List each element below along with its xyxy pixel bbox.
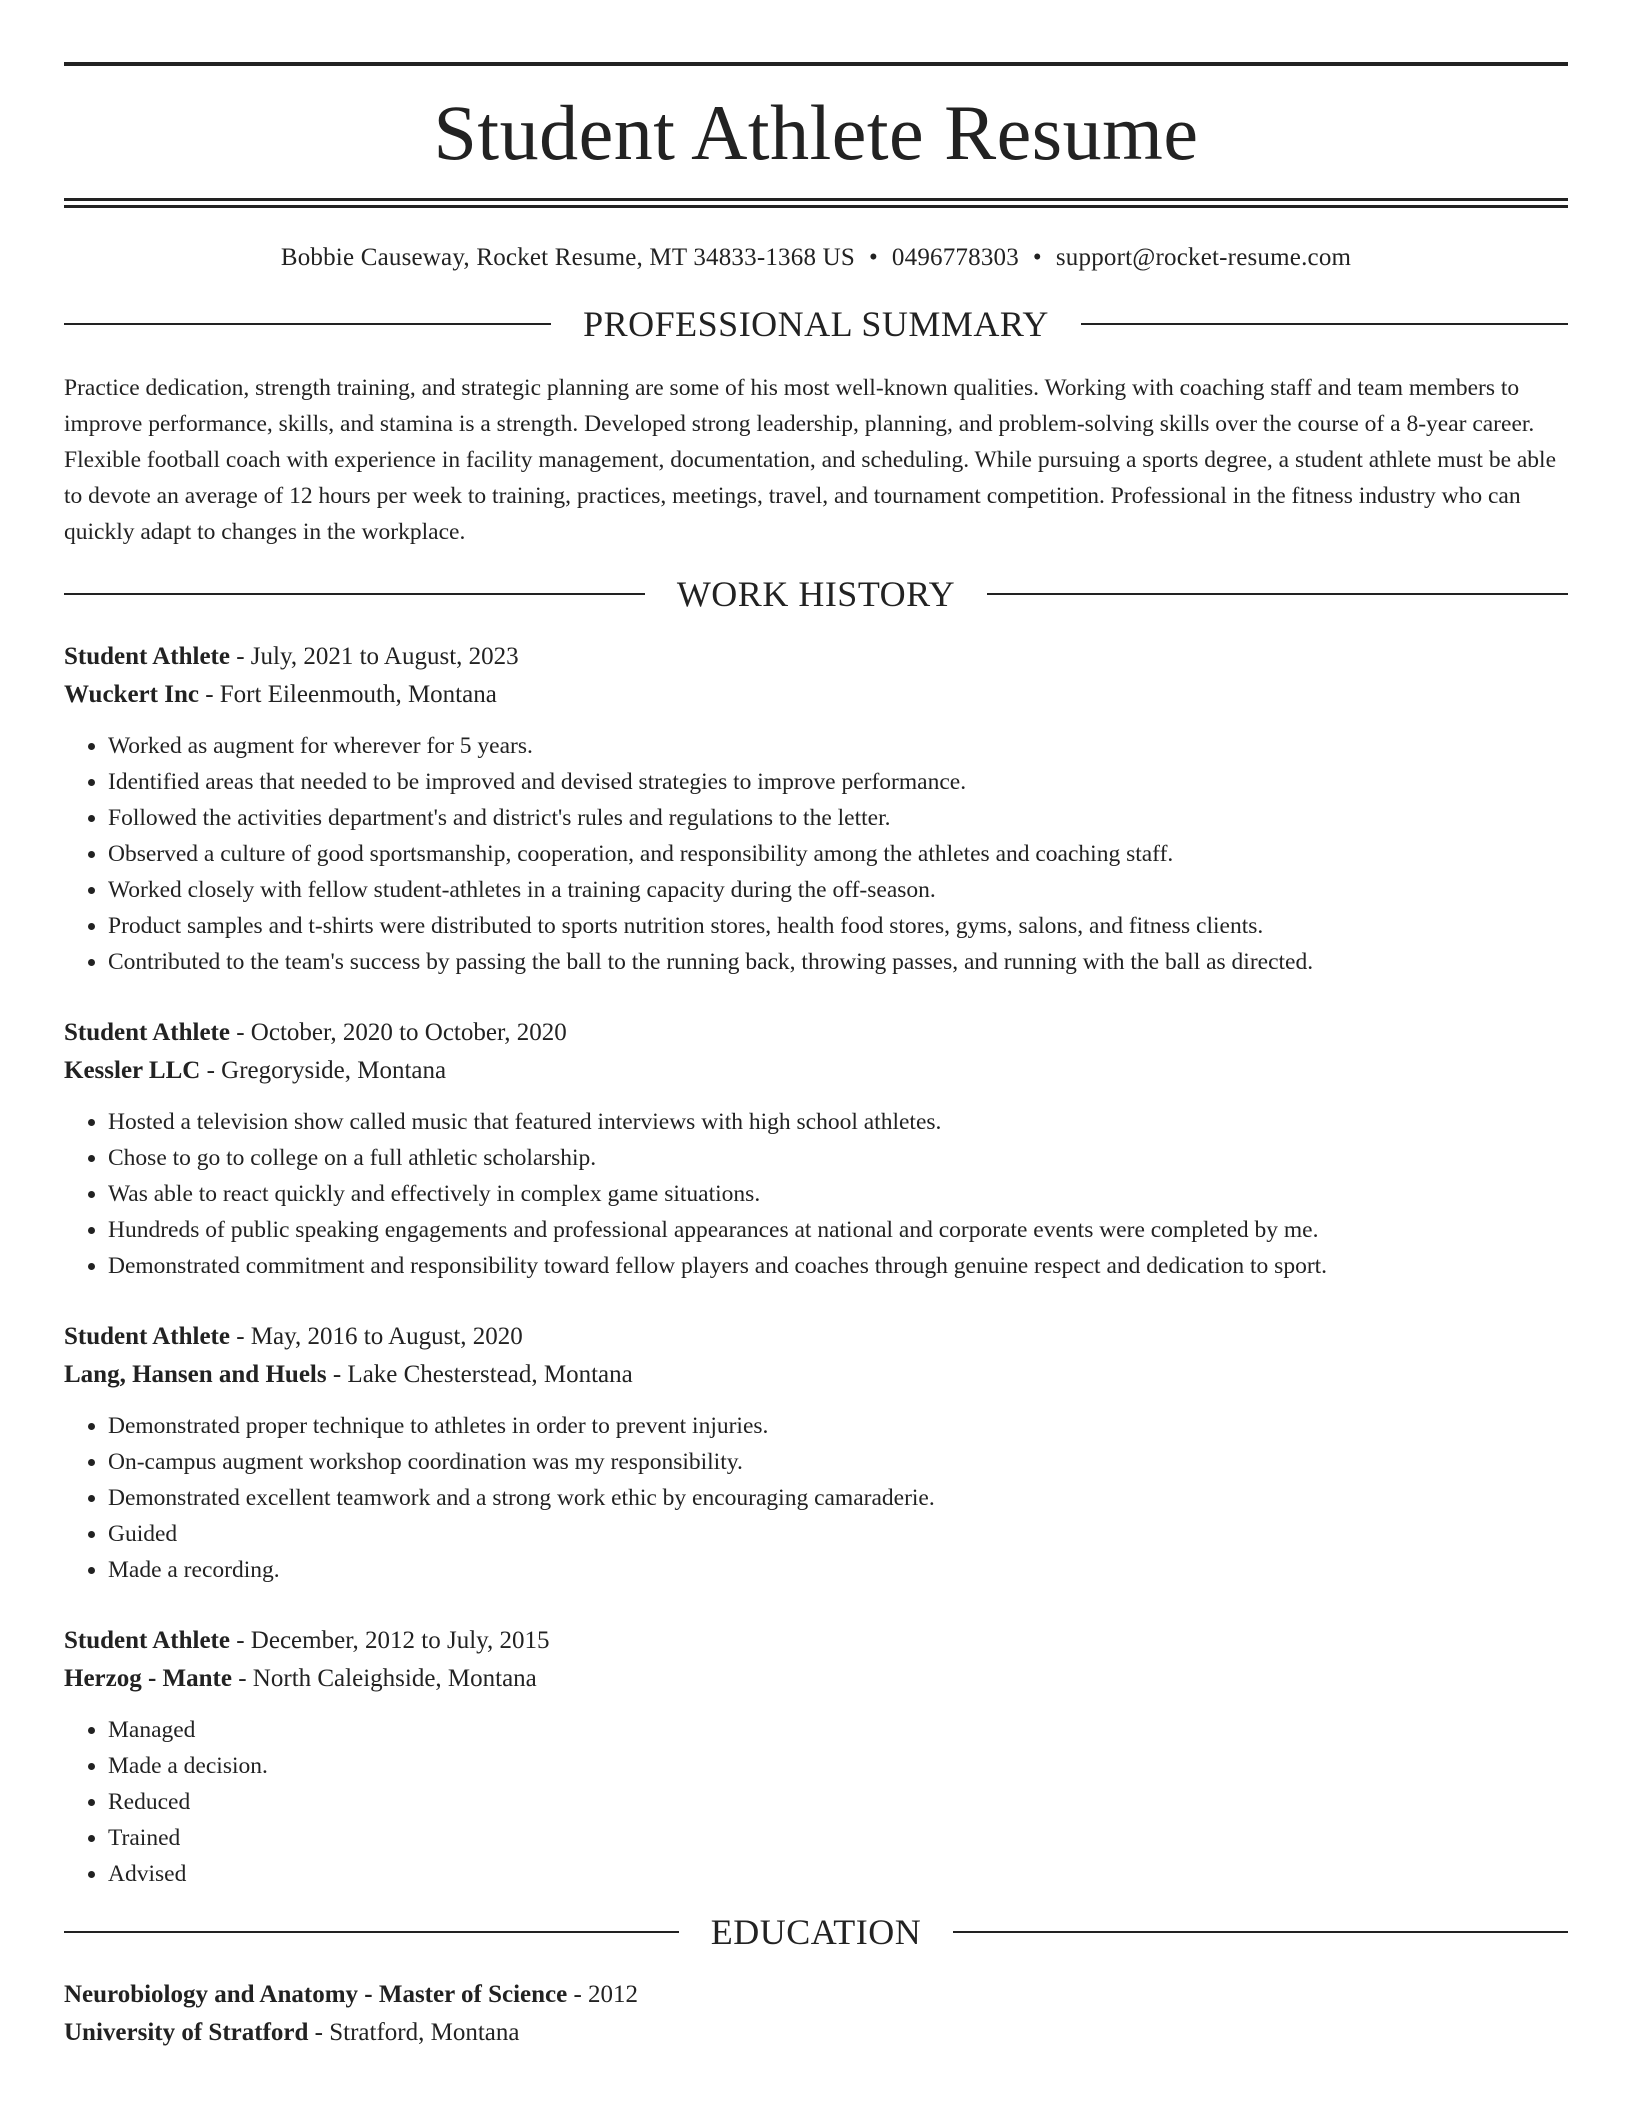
title-double-rule <box>64 198 1568 208</box>
job-entry <box>64 1318 1568 1588</box>
job-company: Herzog - Mante <box>64 1665 232 1692</box>
summary-text: Practice dedication, strength training, and strategic planning are some of his most well-known qualities. Working with coaching staff and team members to improve performance, skills, and stamina is a strength. Developed strong leadership, planning, and problem-solving skills over the course of a 8-year career. Flexible football coach with experience in facility management, documentation, and scheduling. While pursuing a sports degree, a student athlete must be able to devote an average of 12 hours per week to training, practices, meetings, travel, and tournament competition. Professional in the fitness industry who can quickly adapt to changes in the workplace. <box>64 375 1557 545</box>
job-company: Kessler LLC <box>64 1057 201 1084</box>
section-label: WORK HISTORY <box>676 574 956 614</box>
education-year: - 2012 <box>567 1981 639 2008</box>
job-duties-list <box>64 728 1568 980</box>
job-dates: - October, 2020 to October, 2020 <box>229 1019 567 1046</box>
job-role: Student Athlete <box>64 1627 230 1654</box>
contact-address: Bobbie Causeway, Rocket Resume, MT 34833-1368 US <box>280 244 855 271</box>
section-heading-work <box>64 576 1568 612</box>
heading-rule <box>1081 323 1568 325</box>
contact-email: support@rocket-resume.com <box>1055 244 1352 271</box>
duty-item: • Demonstrated proper technique to athletes in order to prevent injuries. <box>108 1408 1568 1444</box>
job-company-line <box>64 1660 1568 1698</box>
work-history-list <box>64 638 1568 1892</box>
duty-item: • Observed a culture of good sportsmanship, cooperation, and responsibility among the athletes and coaching staff. <box>108 836 1568 872</box>
job-entry <box>64 1014 1568 1284</box>
duty-item: • Hundreds of public speaking engagements and professional appearances at national and corporate events were completed by me. <box>108 1212 1568 1248</box>
duty-item: • Made a recording. <box>108 1552 1568 1588</box>
heading-rule <box>64 1931 679 1933</box>
section-label: PROFESSIONAL SUMMARY <box>583 304 1049 344</box>
job-company-line <box>64 1356 1568 1394</box>
heading-rule <box>64 593 645 595</box>
duty-item: • Made a decision. <box>108 1748 1568 1784</box>
job-company-line <box>64 676 1568 714</box>
duty-item: • Followed the activities department's and district's rules and regulations to the letter. <box>108 800 1568 836</box>
education-school-line <box>64 2014 1568 2052</box>
education-degree: Neurobiology and Anatomy - Master of Science <box>64 1981 568 2008</box>
duty-item: • Demonstrated excellent teamwork and a strong work ethic by encouraging camaraderie. <box>108 1480 1568 1516</box>
job-location: - Gregoryside, Montana <box>200 1057 447 1084</box>
duty-item: • Advised <box>108 1856 1568 1892</box>
job-duties-list <box>64 1712 1568 1892</box>
duty-item: • Trained <box>108 1820 1568 1856</box>
job-location: - Fort Eileenmouth, Montana <box>198 681 497 708</box>
job-dates: - May, 2016 to August, 2020 <box>229 1323 523 1350</box>
contact-separator: • <box>1032 244 1042 271</box>
duty-item: • Demonstrated commitment and responsibility toward fellow players and coaches through genuine respect and dedication to sport. <box>108 1248 1568 1284</box>
job-role: Student Athlete <box>64 1323 230 1350</box>
job-company: Wuckert Inc <box>64 681 199 708</box>
job-company: Lang, Hansen and Huels <box>64 1361 327 1388</box>
contact-phone: 0496778303 <box>891 244 1019 271</box>
job-entry <box>64 1622 1568 1892</box>
duty-item: • Product samples and t-shirts were distributed to sports nutrition stores, health food stores, gyms, salons, and fitness clients. <box>108 908 1568 944</box>
duty-item: • Worked closely with fellow student-athletes in a training capacity during the off-season. <box>108 872 1568 908</box>
resume-title: Student Athlete Resume <box>433 89 1199 176</box>
section-heading-summary <box>64 306 1568 342</box>
duty-item: • Was able to react quickly and effectively in complex game situations. <box>108 1176 1568 1212</box>
heading-rule <box>64 323 551 325</box>
duty-item: • Reduced <box>108 1784 1568 1820</box>
contact-separator: • <box>868 244 878 271</box>
heading-rule <box>987 593 1568 595</box>
job-role-line <box>64 638 1568 676</box>
education-entry <box>64 1976 1568 2052</box>
section-label: EDUCATION <box>710 1912 922 1952</box>
contact-line <box>64 244 1568 272</box>
job-role-line <box>64 1318 1568 1356</box>
heading-rule <box>953 1931 1568 1933</box>
job-duties-list <box>64 1408 1568 1588</box>
duty-item: • Worked as augment for wherever for 5 years. <box>108 728 1568 764</box>
job-entry <box>64 638 1568 980</box>
job-role: Student Athlete <box>64 1019 230 1046</box>
duty-item: • Hosted a television show called music that featured interviews with high school athletes. <box>108 1104 1568 1140</box>
top-rule <box>64 62 1568 66</box>
duty-item: • Identified areas that needed to be improved and devised strategies to improve performance. <box>108 764 1568 800</box>
section-heading-education <box>64 1914 1568 1950</box>
duty-item: • Managed <box>108 1712 1568 1748</box>
job-duties-list <box>64 1104 1568 1284</box>
duty-item: • Contributed to the team's success by passing the ball to the running back, throwing passes, and running with the ball as directed. <box>108 944 1568 980</box>
job-role: Student Athlete <box>64 643 230 670</box>
duty-item: • Guided <box>108 1516 1568 1552</box>
duty-item: • Chose to go to college on a full athletic scholarship. <box>108 1140 1568 1176</box>
job-location: - North Caleighside, Montana <box>231 1665 537 1692</box>
job-dates: - July, 2021 to August, 2023 <box>229 643 519 670</box>
education-degree-line <box>64 1976 1568 2014</box>
job-location: - Lake Chesterstead, Montana <box>326 1361 633 1388</box>
job-dates: - December, 2012 to July, 2015 <box>229 1627 550 1654</box>
duty-item: • On-campus augment workshop coordination was my responsibility. <box>108 1444 1568 1480</box>
job-role-line <box>64 1014 1568 1052</box>
education-school: University of Stratford <box>64 2019 309 2046</box>
education-location: - Stratford, Montana <box>308 2019 520 2046</box>
job-role-line <box>64 1622 1568 1660</box>
job-company-line <box>64 1052 1568 1090</box>
